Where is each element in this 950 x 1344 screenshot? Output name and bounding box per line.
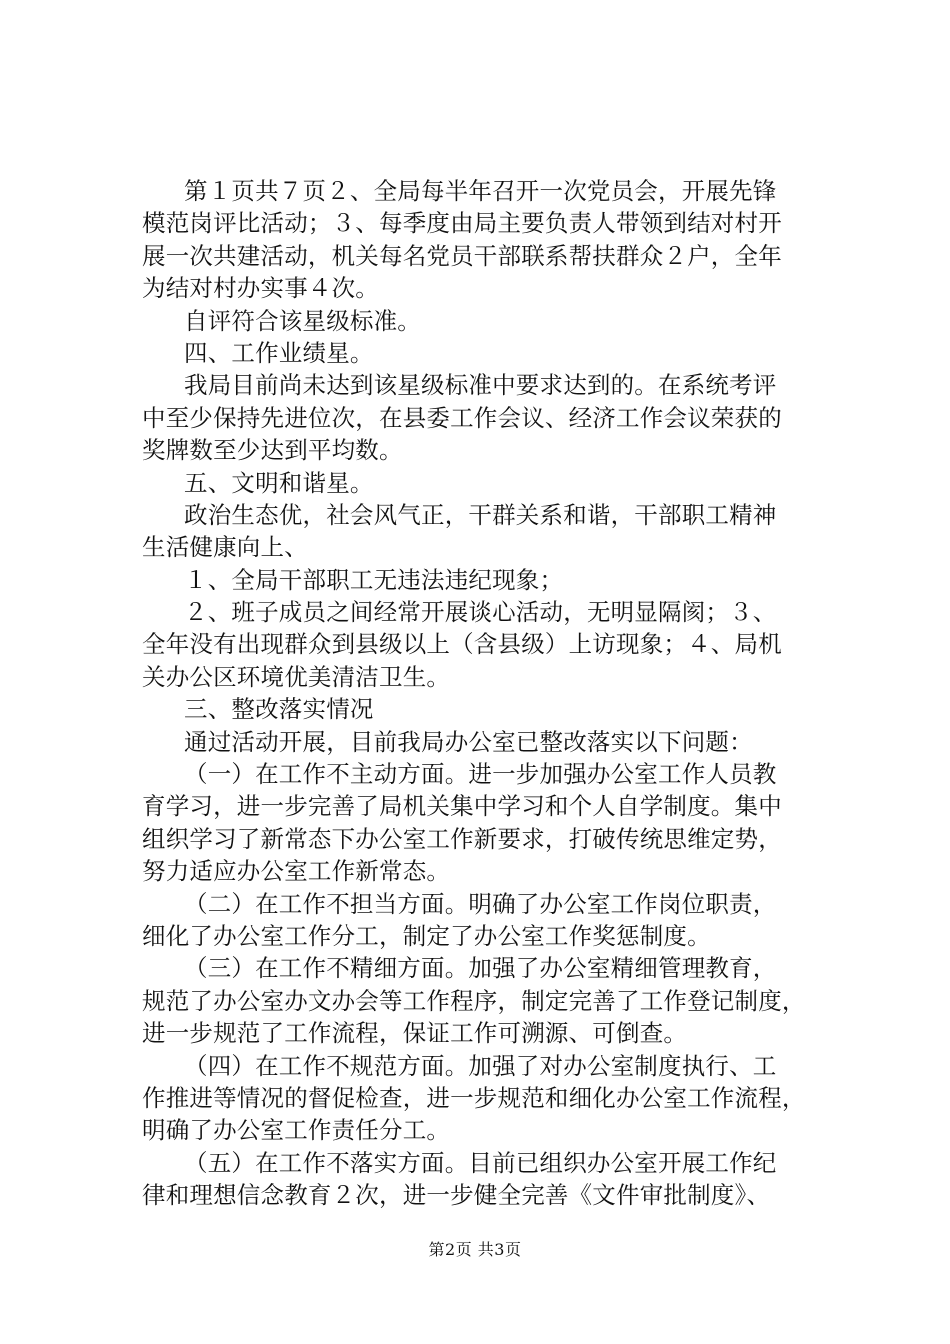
text-line: 进一步规范了工作流程，保证工作可溯源、可倒查。 xyxy=(142,1019,688,1048)
text-line: 政治生态优，社会风气正，干群关系和谐，干部职工精神 xyxy=(184,500,777,529)
text-line: 努力适应办公室工作新常态。 xyxy=(142,857,451,886)
text-line: 细化了办公室工作分工，制定了办公室工作奖惩制度。 xyxy=(142,921,711,950)
page-footer: 第2页 共3页 xyxy=(428,1240,522,1259)
text-line: 规范了办公室办文办会等工作程序，制定完善了工作登记制度， xyxy=(142,986,806,1015)
text-line: １、全局干部职工无违法违纪现象； xyxy=(184,565,564,594)
text-line: 为结对村办实事４次。 xyxy=(142,274,379,303)
text-line: 三、整改落实情况 xyxy=(184,695,374,724)
text-line: （二）在工作不担当方面。明确了办公室工作岗位职责， xyxy=(184,889,777,918)
text-line: 中至少保持先进位次，在县委工作会议、经济工作会议荣获的 xyxy=(142,403,782,432)
text-line: 自评符合该星级标准。 xyxy=(184,306,421,335)
text-line: 生活健康向上、 xyxy=(142,533,308,562)
text-line: 作推进等情况的督促检查，进一步规范和细化办公室工作流程， xyxy=(142,1083,806,1112)
text-line: 关办公区环境优美清洁卫生。 xyxy=(142,662,451,691)
text-line: 我局目前尚未达到该星级标准中要求达到的。在系统考评 xyxy=(184,371,777,400)
text-line: （一）在工作不主动方面。进一步加强办公室工作人员教 xyxy=(184,760,777,789)
document-body xyxy=(142,175,832,1212)
text-line: （四）在工作不规范方面。加强了对办公室制度执行、工 xyxy=(184,1051,777,1080)
text-line: 育学习，进一步完善了局机关集中学习和个人自学制度。集中 xyxy=(142,792,782,821)
text-line: 律和理想信念教育２次，进一步健全完善《文件审批制度》、 xyxy=(142,1181,771,1210)
text-line: 展一次共建活动，机关每名党员干部联系帮扶群众２户，全年 xyxy=(142,241,782,270)
text-line: （三）在工作不精细方面。加强了办公室精细管理教育， xyxy=(184,954,777,983)
text-line: 五、文明和谐星。 xyxy=(184,468,374,497)
text-line: 第１页共７页２、全局每半年召开一次党员会，开展先锋 xyxy=(184,177,777,205)
text-line: 模范岗评比活动；３、每季度由局主要负责人带领到结对村开 xyxy=(142,209,782,238)
text-line: 全年没有出现群众到县级以上（含县级）上访现象；４、局机 xyxy=(142,630,782,659)
text-line: 组织学习了新常态下办公室工作新要求，打破传统思维定势， xyxy=(142,824,782,853)
text-line: ２、班子成员之间经常开展谈心活动，无明显隔阂；３、 xyxy=(184,598,777,627)
text-line: 四、工作业绩星。 xyxy=(184,338,374,367)
text-line: 明确了办公室工作责任分工。 xyxy=(142,1116,451,1145)
text-line: 通过活动开展，目前我局办公室已整改落实以下问题： xyxy=(184,727,753,756)
text-line: 奖牌数至少达到平均数。 xyxy=(142,436,403,465)
text-line: （五）在工作不落实方面。目前已组织办公室开展工作纪 xyxy=(184,1148,777,1177)
